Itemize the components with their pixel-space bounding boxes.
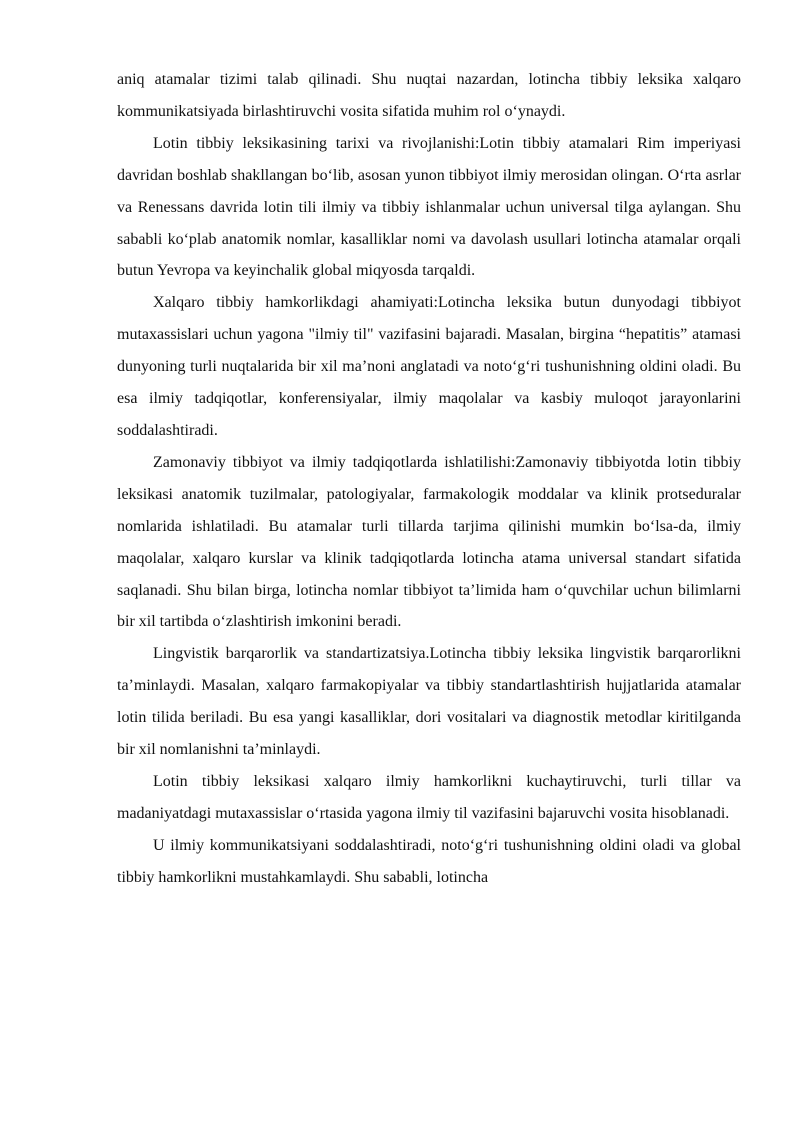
paragraph-summary: Lotin tibbiy leksikasi xalqaro ilmiy hamkorlikni kuchaytiruvchi, turli tillar va madaniyatdagi mutaxassislar o‘rtasida yagona ilmiy til vazifasini bajaruvchi vosita hisoblanadi.	[117, 772, 741, 822]
paragraph-standardization: Lingvistik barqarorlik va standartizatsiya.Lotincha tibbiy leksika lingvistik barqarorlikni ta’minlaydi. Masalan, xalqaro farmakopiyalar va tibbiy standartlashtirish hujjatlarida atamalar lotin tilida beriladi. Bu esa yangi kasalliklar, dori vositalari va diagnostik metodlar kiritilganda bir xil nomlanishni ta’minlaydi.	[117, 645, 741, 759]
paragraph-modern-usage: Zamonaviy tibbiyot va ilmiy tadqiqotlarda ishlatilishi:Zamonaviy tibbiyotda lotin tibbiy leksikasi anatomik tuzilmalar, patologiyalar, farmakologik moddalar va klinik protseduralar nomlarida ishlatiladi. Bu atamalar turli tillarda tarjima qilinishi mumkin bo‘lsa-da, ilmiy maqolalar, xalqaro kurslar va klinik tadqiqotlarda lotincha atama universal standart sifatida saqlanadi. Shu bilan birga, lotincha nomlar tibbiyot ta’limida ham o‘quvchilar uchun bilimlarni bir xil tartibda o‘zlashtirish imkonini beradi.	[117, 453, 741, 631]
paragraph-international-cooperation: Xalqaro tibbiy hamkorlikdagi ahamiyati:Lotincha leksika butun dunyodagi tibbiyot mutaxassislari uchun yagona "ilmiy til" vazifasini bajaradi. Masalan, birgina “hepatitis” atamasi dunyoning turli nuqtalarida bir xil ma’noni anglatadi va noto‘g‘ri tushunishning oldini oladi. Bu esa ilmiy tadqiqotlar, konferensiyalar, ilmiy maqolalar va kasbiy muloqot jarayonlarini soddalashtiradi.	[117, 294, 741, 439]
document-page	[117, 64, 741, 894]
paragraph-continuation: aniq atamalar tizimi talab qilinadi. Shu nuqtai nazardan, lotincha tibbiy leksika xalqaro kommunikatsiyada birlashtiruvchi vosita sifatida muhim rol o‘ynaydi.	[117, 71, 741, 120]
paragraph-history: Lotin tibbiy leksikasining tarixi va rivojlanishi:Lotin tibbiy atamalari Rim imperiyasi davridan boshlab shakllangan bo‘lib, asosan yunon tibbiyot ilmiy merosidan olingan. O‘rta asrlar va Renessans davrida lotin tili ilmiy va tibbiy ishlanmalar uchun universal tilga aylangan. Shu sababli ko‘plab anatomik nomlar, kasalliklar nomi va davolash usullari lotincha atamalar orqali butun Yevropa va keyinchalik global miqyosda tarqaldi.	[117, 134, 741, 280]
paragraph-conclusion: U ilmiy kommunikatsiyani soddalashtiradi, noto‘g‘ri tushunishning oldini oladi va global tibbiy hamkorlikni mustahkamlaydi. Shu sababli, lotincha	[117, 836, 741, 886]
